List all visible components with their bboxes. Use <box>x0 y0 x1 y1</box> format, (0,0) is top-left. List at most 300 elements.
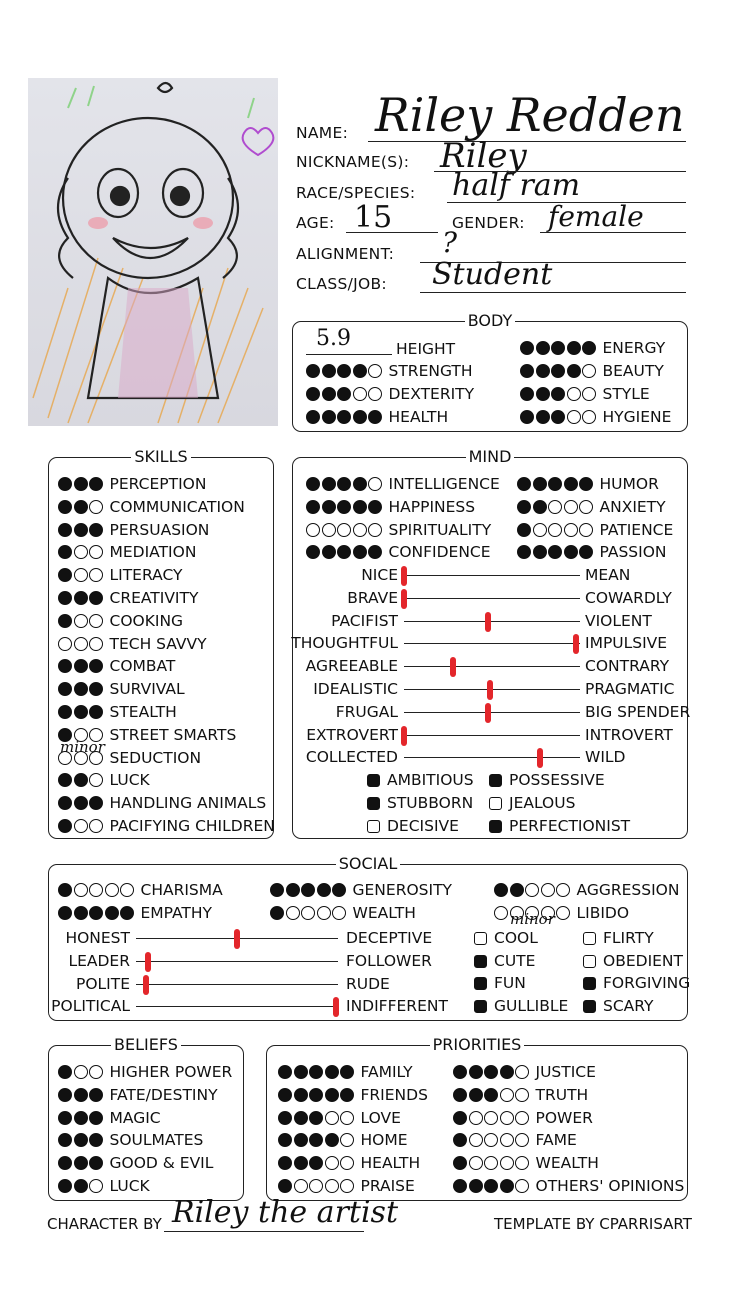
rating-dot[interactable] <box>536 387 550 401</box>
rating-dot[interactable] <box>74 545 88 559</box>
checkbox[interactable] <box>489 797 502 810</box>
rating-dot[interactable] <box>453 1179 467 1193</box>
rating-dot[interactable] <box>322 545 336 559</box>
rating-dot[interactable] <box>306 387 320 401</box>
rating-dot[interactable] <box>337 410 351 424</box>
checkbox[interactable] <box>474 977 487 990</box>
rating-dots[interactable] <box>58 659 105 673</box>
rating-dot[interactable] <box>536 341 550 355</box>
rating-dot[interactable] <box>520 410 534 424</box>
rating-dots[interactable] <box>58 1156 105 1170</box>
rating-dot[interactable] <box>306 364 320 378</box>
rating-dot[interactable] <box>533 523 547 537</box>
rating-dot[interactable] <box>322 477 336 491</box>
slider-track-polite-rude[interactable] <box>136 984 338 985</box>
rating-dot[interactable] <box>74 591 88 605</box>
rating-dot[interactable] <box>306 477 320 491</box>
rating-dot[interactable] <box>340 1133 354 1147</box>
rating-dot[interactable] <box>294 1133 308 1147</box>
gender-value[interactable]: female <box>548 200 644 233</box>
rating-dot[interactable] <box>484 1156 498 1170</box>
rating-dot[interactable] <box>306 523 320 537</box>
rating-dot[interactable] <box>500 1111 514 1125</box>
slider-marker[interactable] <box>143 975 149 995</box>
slider-marker[interactable] <box>485 612 491 632</box>
rating-dot[interactable] <box>58 1179 72 1193</box>
rating-dot[interactable] <box>74 1111 88 1125</box>
slider-track-extrovert-introvert[interactable] <box>404 735 580 736</box>
rating-dot[interactable] <box>278 1156 292 1170</box>
slider-marker[interactable] <box>537 748 543 768</box>
rating-dot[interactable] <box>332 883 346 897</box>
rating-dot[interactable] <box>500 1156 514 1170</box>
rating-dots[interactable] <box>278 1156 356 1170</box>
rating-dot[interactable] <box>74 705 88 719</box>
rating-dot[interactable] <box>340 1065 354 1079</box>
rating-dots[interactable] <box>58 796 105 810</box>
rating-dot[interactable] <box>368 387 382 401</box>
rating-dot[interactable] <box>515 1088 529 1102</box>
rating-dot[interactable] <box>325 1156 339 1170</box>
rating-dot[interactable] <box>469 1133 483 1147</box>
rating-dots[interactable] <box>278 1111 356 1125</box>
rating-dot[interactable] <box>306 545 320 559</box>
rating-dot[interactable] <box>74 819 88 833</box>
rating-dot[interactable] <box>567 410 581 424</box>
rating-dots[interactable] <box>58 500 105 514</box>
rating-dots[interactable] <box>306 523 384 537</box>
rating-dot[interactable] <box>270 906 284 920</box>
rating-dot[interactable] <box>325 1133 339 1147</box>
rating-dots[interactable] <box>58 477 105 491</box>
rating-dot[interactable] <box>582 387 596 401</box>
checkbox[interactable] <box>489 820 502 833</box>
rating-dots[interactable] <box>58 705 105 719</box>
checkbox[interactable] <box>583 977 596 990</box>
rating-dot[interactable] <box>564 500 578 514</box>
rating-dot[interactable] <box>520 341 534 355</box>
rating-dots[interactable] <box>306 364 384 378</box>
alignment-value[interactable]: ? <box>442 226 458 259</box>
rating-dots[interactable] <box>58 545 105 559</box>
rating-dot[interactable] <box>294 1111 308 1125</box>
height-value[interactable]: 5.9 <box>316 326 351 351</box>
rating-dot[interactable] <box>515 1065 529 1079</box>
rating-dots[interactable] <box>58 568 105 582</box>
rating-dot[interactable] <box>89 819 103 833</box>
rating-dot[interactable] <box>484 1088 498 1102</box>
rating-dots[interactable] <box>517 500 595 514</box>
rating-dot[interactable] <box>368 410 382 424</box>
rating-dot[interactable] <box>74 523 88 537</box>
rating-dots[interactable] <box>520 341 598 355</box>
rating-dot[interactable] <box>564 523 578 537</box>
rating-dot[interactable] <box>74 773 88 787</box>
slider-marker[interactable] <box>485 703 491 723</box>
rating-dots[interactable] <box>453 1156 531 1170</box>
rating-dot[interactable] <box>74 883 88 897</box>
rating-dot[interactable] <box>74 614 88 628</box>
rating-dot[interactable] <box>520 364 534 378</box>
rating-dot[interactable] <box>89 682 103 696</box>
rating-dot[interactable] <box>515 1133 529 1147</box>
rating-dot[interactable] <box>525 883 539 897</box>
slider-marker[interactable] <box>333 997 339 1017</box>
rating-dot[interactable] <box>551 341 565 355</box>
rating-dot[interactable] <box>58 1065 72 1079</box>
rating-dots[interactable] <box>58 591 105 605</box>
race-value[interactable]: half ram <box>452 168 581 203</box>
rating-dot[interactable] <box>58 796 72 810</box>
rating-dot[interactable] <box>306 410 320 424</box>
rating-dot[interactable] <box>89 1111 103 1125</box>
rating-dot[interactable] <box>567 364 581 378</box>
rating-dots[interactable] <box>517 523 595 537</box>
rating-dots[interactable] <box>58 1133 105 1147</box>
rating-dot[interactable] <box>579 500 593 514</box>
rating-dot[interactable] <box>469 1111 483 1125</box>
rating-dot[interactable] <box>500 1179 514 1193</box>
rating-dot[interactable] <box>582 341 596 355</box>
checkbox[interactable] <box>367 797 380 810</box>
slider-track-thoughtful-impulsive[interactable] <box>404 643 580 644</box>
rating-dot[interactable] <box>564 477 578 491</box>
slider-track-political-indifferent[interactable] <box>136 1006 338 1007</box>
rating-dot[interactable] <box>325 1088 339 1102</box>
rating-dot[interactable] <box>484 1111 498 1125</box>
rating-dots[interactable] <box>453 1065 531 1079</box>
rating-dot[interactable] <box>120 883 134 897</box>
rating-dot[interactable] <box>536 364 550 378</box>
rating-dot[interactable] <box>58 906 72 920</box>
rating-dots[interactable] <box>58 523 105 537</box>
rating-dot[interactable] <box>89 591 103 605</box>
rating-dot[interactable] <box>105 883 119 897</box>
rating-dot[interactable] <box>58 883 72 897</box>
rating-dot[interactable] <box>89 705 103 719</box>
rating-dot[interactable] <box>322 500 336 514</box>
rating-dot[interactable] <box>74 568 88 582</box>
rating-dot[interactable] <box>453 1133 467 1147</box>
rating-dots[interactable] <box>306 410 384 424</box>
rating-dots[interactable] <box>520 410 598 424</box>
rating-dot[interactable] <box>368 545 382 559</box>
rating-dot[interactable] <box>58 819 72 833</box>
rating-dots[interactable] <box>306 500 384 514</box>
rating-dot[interactable] <box>74 682 88 696</box>
rating-dot[interactable] <box>322 387 336 401</box>
rating-dots[interactable] <box>517 477 595 491</box>
slider-track-pacifist-violent[interactable] <box>404 621 580 622</box>
rating-dot[interactable] <box>58 1156 72 1170</box>
rating-dots[interactable] <box>278 1065 356 1079</box>
rating-dot[interactable] <box>74 659 88 673</box>
rating-dots[interactable] <box>58 906 136 920</box>
rating-dot[interactable] <box>556 906 570 920</box>
rating-dots[interactable] <box>58 1111 105 1125</box>
rating-dot[interactable] <box>500 1088 514 1102</box>
rating-dot[interactable] <box>533 477 547 491</box>
checkbox[interactable] <box>474 1000 487 1013</box>
rating-dot[interactable] <box>353 387 367 401</box>
rating-dot[interactable] <box>89 796 103 810</box>
rating-dot[interactable] <box>515 1156 529 1170</box>
rating-dots[interactable] <box>58 637 105 651</box>
rating-dot[interactable] <box>337 364 351 378</box>
rating-dot[interactable] <box>58 705 72 719</box>
rating-dot[interactable] <box>579 545 593 559</box>
rating-dot[interactable] <box>89 568 103 582</box>
rating-dots[interactable] <box>278 1179 356 1193</box>
rating-dot[interactable] <box>453 1111 467 1125</box>
rating-dot[interactable] <box>340 1179 354 1193</box>
rating-dot[interactable] <box>309 1179 323 1193</box>
rating-dot[interactable] <box>484 1065 498 1079</box>
rating-dot[interactable] <box>368 364 382 378</box>
rating-dot[interactable] <box>89 477 103 491</box>
rating-dots[interactable] <box>58 819 105 833</box>
rating-dots[interactable] <box>58 1179 105 1193</box>
rating-dot[interactable] <box>551 410 565 424</box>
rating-dot[interactable] <box>58 523 72 537</box>
rating-dots[interactable] <box>58 614 105 628</box>
rating-dot[interactable] <box>74 477 88 491</box>
rating-dot[interactable] <box>337 523 351 537</box>
rating-dot[interactable] <box>353 477 367 491</box>
rating-dot[interactable] <box>286 883 300 897</box>
rating-dot[interactable] <box>353 500 367 514</box>
rating-dot[interactable] <box>278 1065 292 1079</box>
rating-dot[interactable] <box>494 883 508 897</box>
rating-dot[interactable] <box>89 883 103 897</box>
rating-dot[interactable] <box>89 1179 103 1193</box>
rating-dots[interactable] <box>278 1088 356 1102</box>
rating-dot[interactable] <box>58 682 72 696</box>
rating-dot[interactable] <box>368 477 382 491</box>
rating-dot[interactable] <box>89 500 103 514</box>
rating-dot[interactable] <box>58 614 72 628</box>
rating-dot[interactable] <box>551 387 565 401</box>
rating-dot[interactable] <box>337 545 351 559</box>
rating-dot[interactable] <box>551 364 565 378</box>
rating-dot[interactable] <box>322 410 336 424</box>
rating-dot[interactable] <box>58 545 72 559</box>
rating-dot[interactable] <box>120 906 134 920</box>
rating-dot[interactable] <box>105 906 119 920</box>
rating-dot[interactable] <box>58 477 72 491</box>
rating-dot[interactable] <box>567 387 581 401</box>
rating-dot[interactable] <box>309 1088 323 1102</box>
rating-dots[interactable] <box>453 1111 531 1125</box>
checkbox[interactable] <box>367 774 380 787</box>
rating-dot[interactable] <box>325 1179 339 1193</box>
rating-dot[interactable] <box>353 523 367 537</box>
rating-dot[interactable] <box>294 1065 308 1079</box>
rating-dots[interactable] <box>517 545 595 559</box>
rating-dot[interactable] <box>58 637 72 651</box>
rating-dot[interactable] <box>301 883 315 897</box>
rating-dot[interactable] <box>74 500 88 514</box>
rating-dot[interactable] <box>309 1133 323 1147</box>
rating-dot[interactable] <box>74 637 88 651</box>
rating-dot[interactable] <box>453 1088 467 1102</box>
rating-dots[interactable] <box>520 364 598 378</box>
rating-dots[interactable] <box>453 1088 531 1102</box>
class-value[interactable]: Student <box>432 257 553 292</box>
rating-dot[interactable] <box>74 1065 88 1079</box>
rating-dot[interactable] <box>89 637 103 651</box>
name-value[interactable]: Riley Redden <box>375 88 685 142</box>
rating-dot[interactable] <box>548 477 562 491</box>
rating-dot[interactable] <box>556 883 570 897</box>
rating-dot[interactable] <box>533 545 547 559</box>
rating-dot[interactable] <box>89 906 103 920</box>
rating-dots[interactable] <box>453 1133 531 1147</box>
rating-dot[interactable] <box>469 1088 483 1102</box>
rating-dot[interactable] <box>353 410 367 424</box>
rating-dot[interactable] <box>332 906 346 920</box>
rating-dot[interactable] <box>89 545 103 559</box>
rating-dot[interactable] <box>500 1065 514 1079</box>
rating-dot[interactable] <box>306 500 320 514</box>
rating-dot[interactable] <box>469 1179 483 1193</box>
rating-dot[interactable] <box>353 545 367 559</box>
rating-dot[interactable] <box>317 906 331 920</box>
rating-dot[interactable] <box>58 773 72 787</box>
rating-dot[interactable] <box>517 523 531 537</box>
checkbox[interactable] <box>367 820 380 833</box>
rating-dot[interactable] <box>579 523 593 537</box>
rating-dots[interactable] <box>270 906 348 920</box>
rating-dot[interactable] <box>89 1156 103 1170</box>
rating-dot[interactable] <box>89 523 103 537</box>
rating-dot[interactable] <box>89 1133 103 1147</box>
nickname-value[interactable]: Riley <box>440 136 527 176</box>
rating-dot[interactable] <box>58 659 72 673</box>
rating-dot[interactable] <box>533 500 547 514</box>
slider-marker[interactable] <box>401 726 407 746</box>
rating-dot[interactable] <box>322 364 336 378</box>
rating-dot[interactable] <box>579 477 593 491</box>
rating-dots[interactable] <box>306 545 384 559</box>
rating-dot[interactable] <box>484 1179 498 1193</box>
slider-marker[interactable] <box>145 952 151 972</box>
rating-dot[interactable] <box>58 568 72 582</box>
rating-dot[interactable] <box>541 883 555 897</box>
rating-dot[interactable] <box>453 1156 467 1170</box>
rating-dot[interactable] <box>453 1065 467 1079</box>
rating-dots[interactable] <box>520 387 598 401</box>
rating-dot[interactable] <box>515 1179 529 1193</box>
rating-dot[interactable] <box>89 614 103 628</box>
rating-dot[interactable] <box>337 500 351 514</box>
rating-dot[interactable] <box>278 1179 292 1193</box>
rating-dot[interactable] <box>74 796 88 810</box>
rating-dot[interactable] <box>548 545 562 559</box>
rating-dot[interactable] <box>309 1156 323 1170</box>
rating-dot[interactable] <box>337 477 351 491</box>
rating-dot[interactable] <box>510 883 524 897</box>
rating-dot[interactable] <box>325 1111 339 1125</box>
slider-marker[interactable] <box>450 657 456 677</box>
rating-dot[interactable] <box>317 883 331 897</box>
rating-dot[interactable] <box>340 1088 354 1102</box>
rating-dot[interactable] <box>515 1111 529 1125</box>
rating-dot[interactable] <box>368 500 382 514</box>
rating-dot[interactable] <box>469 1156 483 1170</box>
rating-dot[interactable] <box>294 1156 308 1170</box>
slider-marker[interactable] <box>401 566 407 586</box>
slider-track-collected-wild[interactable] <box>404 757 580 758</box>
rating-dot[interactable] <box>368 523 382 537</box>
checkbox[interactable] <box>474 955 487 968</box>
rating-dots[interactable] <box>58 1088 105 1102</box>
slider-track-nice-mean[interactable] <box>404 575 580 576</box>
rating-dots[interactable] <box>58 1065 105 1079</box>
rating-dot[interactable] <box>58 1133 72 1147</box>
rating-dot[interactable] <box>74 1156 88 1170</box>
rating-dot[interactable] <box>309 1065 323 1079</box>
rating-dot[interactable] <box>484 1133 498 1147</box>
rating-dot[interactable] <box>500 1133 514 1147</box>
rating-dot[interactable] <box>564 545 578 559</box>
rating-dot[interactable] <box>58 1111 72 1125</box>
rating-dots[interactable] <box>270 883 348 897</box>
slider-marker[interactable] <box>401 589 407 609</box>
rating-dot[interactable] <box>517 477 531 491</box>
rating-dot[interactable] <box>301 906 315 920</box>
rating-dot[interactable] <box>89 1088 103 1102</box>
rating-dot[interactable] <box>58 500 72 514</box>
rating-dot[interactable] <box>74 906 88 920</box>
rating-dot[interactable] <box>89 1065 103 1079</box>
rating-dot[interactable] <box>322 523 336 537</box>
rating-dot[interactable] <box>340 1111 354 1125</box>
rating-dot[interactable] <box>89 659 103 673</box>
slider-marker[interactable] <box>487 680 493 700</box>
rating-dot[interactable] <box>58 591 72 605</box>
slider-track-agreeable-contrary[interactable] <box>404 666 580 667</box>
slider-marker[interactable] <box>573 634 579 654</box>
rating-dot[interactable] <box>337 387 351 401</box>
rating-dot[interactable] <box>325 1065 339 1079</box>
rating-dot[interactable] <box>494 906 508 920</box>
rating-dot[interactable] <box>89 773 103 787</box>
rating-dot[interactable] <box>294 1179 308 1193</box>
slider-marker[interactable] <box>234 929 240 949</box>
rating-dot[interactable] <box>520 387 534 401</box>
rating-dot[interactable] <box>294 1088 308 1102</box>
rating-dot[interactable] <box>567 341 581 355</box>
rating-dots[interactable] <box>494 883 572 897</box>
rating-dot[interactable] <box>278 1088 292 1102</box>
rating-dot[interactable] <box>536 410 550 424</box>
rating-dots[interactable] <box>58 883 136 897</box>
rating-dots[interactable] <box>306 477 384 491</box>
rating-dot[interactable] <box>74 1179 88 1193</box>
rating-dot[interactable] <box>278 1133 292 1147</box>
rating-dot[interactable] <box>309 1111 323 1125</box>
rating-dot[interactable] <box>74 1088 88 1102</box>
rating-dots[interactable] <box>58 682 105 696</box>
rating-dot[interactable] <box>582 410 596 424</box>
rating-dot[interactable] <box>517 545 531 559</box>
rating-dot[interactable] <box>548 523 562 537</box>
checkbox[interactable] <box>489 774 502 787</box>
rating-dot[interactable] <box>286 906 300 920</box>
rating-dots[interactable] <box>278 1133 356 1147</box>
rating-dots[interactable] <box>453 1179 531 1193</box>
